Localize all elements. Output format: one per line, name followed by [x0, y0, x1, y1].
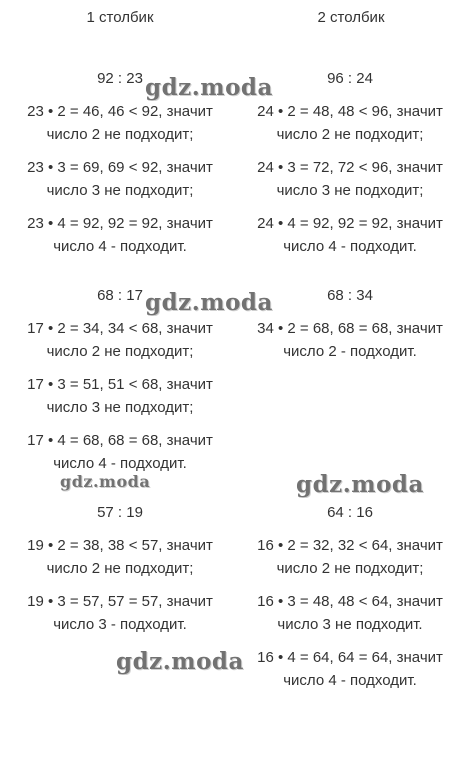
- solution-line: число 4 - подходит.: [53, 455, 187, 472]
- solution-line: 24 • 2 = 48, 48 < 96, значит: [257, 103, 443, 120]
- solution-line: 24 • 4 = 92, 92 = 92, значит: [257, 215, 443, 232]
- solution-line: 16 • 4 = 64, 64 = 64, значит: [257, 649, 443, 666]
- watermark: gdz.moda: [145, 74, 273, 101]
- block-title: 96 : 24: [327, 70, 373, 87]
- solution-line: 17 • 2 = 34, 34 < 68, значит: [27, 320, 213, 337]
- solution-line: 16 • 2 = 32, 32 < 64, значит: [257, 537, 443, 554]
- solution-line: число 2 не подходит;: [276, 126, 424, 143]
- watermark: gdz.moda: [145, 289, 273, 316]
- solution-line: 23 • 2 = 46, 46 < 92, значит: [27, 103, 213, 120]
- solution-line: число 4 - подходит.: [283, 238, 417, 255]
- column-header-1: 1 столбик: [86, 9, 154, 26]
- watermark: gdz.moda: [116, 648, 244, 675]
- block-title: 92 : 23: [97, 70, 143, 87]
- solution-line: 17 • 3 = 51, 51 < 68, значит: [27, 376, 213, 393]
- solution-line: 17 • 4 = 68, 68 = 68, значит: [27, 432, 213, 449]
- watermark: gdz.moda: [296, 471, 424, 498]
- solution-line: 23 • 3 = 69, 69 < 92, значит: [27, 159, 213, 176]
- solution-line: 16 • 3 = 48, 48 < 64, значит: [257, 593, 443, 610]
- watermark: gdz.moda: [60, 472, 151, 491]
- solution-line: число 2 не подходит;: [276, 560, 424, 577]
- solution-line: число 3 не подходит.: [277, 616, 423, 633]
- solution-line: число 3 не подходит;: [46, 182, 194, 199]
- solution-line: 34 • 2 = 68, 68 = 68, значит: [257, 320, 443, 337]
- solution-line: 23 • 4 = 92, 92 = 92, значит: [27, 215, 213, 232]
- solution-line: число 2 не подходит;: [46, 126, 194, 143]
- solution-line: 24 • 3 = 72, 72 < 96, значит: [257, 159, 443, 176]
- block-title: 57 : 19: [97, 504, 143, 521]
- column-header-2: 2 столбик: [317, 9, 385, 26]
- solution-line: число 3 не подходит;: [46, 399, 194, 416]
- solution-line: число 3 не подходит;: [276, 182, 424, 199]
- solution-line: число 4 - подходит.: [53, 238, 187, 255]
- solution-line: число 2 не подходит;: [46, 560, 194, 577]
- block-title: 68 : 17: [97, 287, 143, 304]
- block-title: 64 : 16: [327, 504, 373, 521]
- block-title: 68 : 34: [327, 287, 373, 304]
- solution-line: 19 • 2 = 38, 38 < 57, значит: [27, 537, 213, 554]
- solution-line: число 2 не подходит;: [46, 343, 194, 360]
- solution-line: число 2 - подходит.: [283, 343, 417, 360]
- solution-line: 19 • 3 = 57, 57 = 57, значит: [27, 593, 213, 610]
- solution-line: число 3 - подходит.: [53, 616, 187, 633]
- solution-line: число 4 - подходит.: [283, 672, 417, 689]
